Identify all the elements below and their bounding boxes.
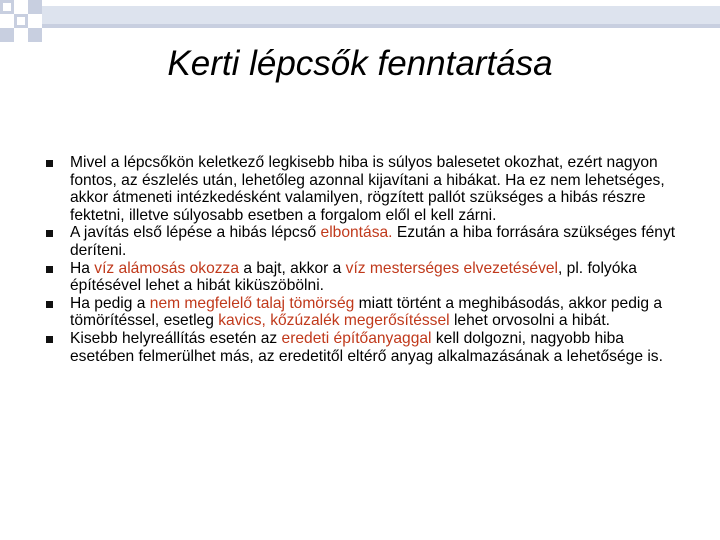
square-bullet-icon (46, 336, 53, 343)
bullet-text: Ha pedig a (70, 294, 150, 312)
bullet-text: kell dolgozni, nagyobb hiba esetében felmerülhet más, az eredetitől eltérő anyag alkalmazásának a lehetősége is. (70, 329, 663, 365)
bullet-text: Mivel a lépcsőkön keletkező legkisebb hiba is súlyos balesetet okozhat, ezért nagyon fontos, az észlelés után, lehetőleg azonnal kijavítani a hibákat. Ha ez nem lehetséges, akkor átmeneti intézkedésként valamilyen, rögzített pallót szükséges a hibás részre fektetni, illetve súlyosabb esetben a forgalom elől el kell zárni. (70, 154, 665, 224)
bullet-item (44, 224, 684, 259)
bullet-item (44, 330, 684, 365)
bullet-text: A javítás első lépése a hibás lépcső (70, 224, 321, 242)
bullet-text: Ha (70, 259, 95, 277)
square-bullet-icon (46, 266, 53, 273)
bullet-text: a bajt, akkor a (239, 259, 346, 277)
bullet-text: , pl. folyóka építésével lehet a hibát kiküszöbölni. (70, 259, 637, 295)
highlighted-text: víz mesterséges elvezetésével (345, 259, 558, 277)
square-bullet-icon (46, 160, 53, 167)
bullet-text: Ezután a hiba forrására szükséges fényt deríteni. (70, 224, 676, 259)
bullet-list (44, 154, 684, 365)
highlighted-text: eredeti építőanyaggal (281, 329, 432, 347)
slide-title: Kerti lépcsők fenntartása (167, 44, 553, 83)
bullet-item (44, 154, 684, 224)
highlighted-text: víz alámosás okozza (94, 259, 240, 277)
bullet-item (44, 260, 684, 295)
highlighted-text: kavics, kőzúzalék megerősítéssel (218, 312, 450, 330)
highlighted-text: elbontása. (320, 224, 393, 242)
bullet-text: lehet orvosolni a hibát. (449, 312, 610, 330)
header-decoration (0, 0, 720, 45)
bullet-item (44, 295, 684, 330)
square-bullet-icon (46, 230, 53, 237)
bullet-text: Kisebb helyreállítás esetén az (70, 329, 282, 347)
bullet-text: miatt történt a meghibásodás, akkor pedig a tömörítéssel, esetleg (70, 294, 663, 330)
highlighted-text: nem megfelelő talaj tömörség (149, 294, 355, 312)
square-bullet-icon (46, 301, 53, 308)
